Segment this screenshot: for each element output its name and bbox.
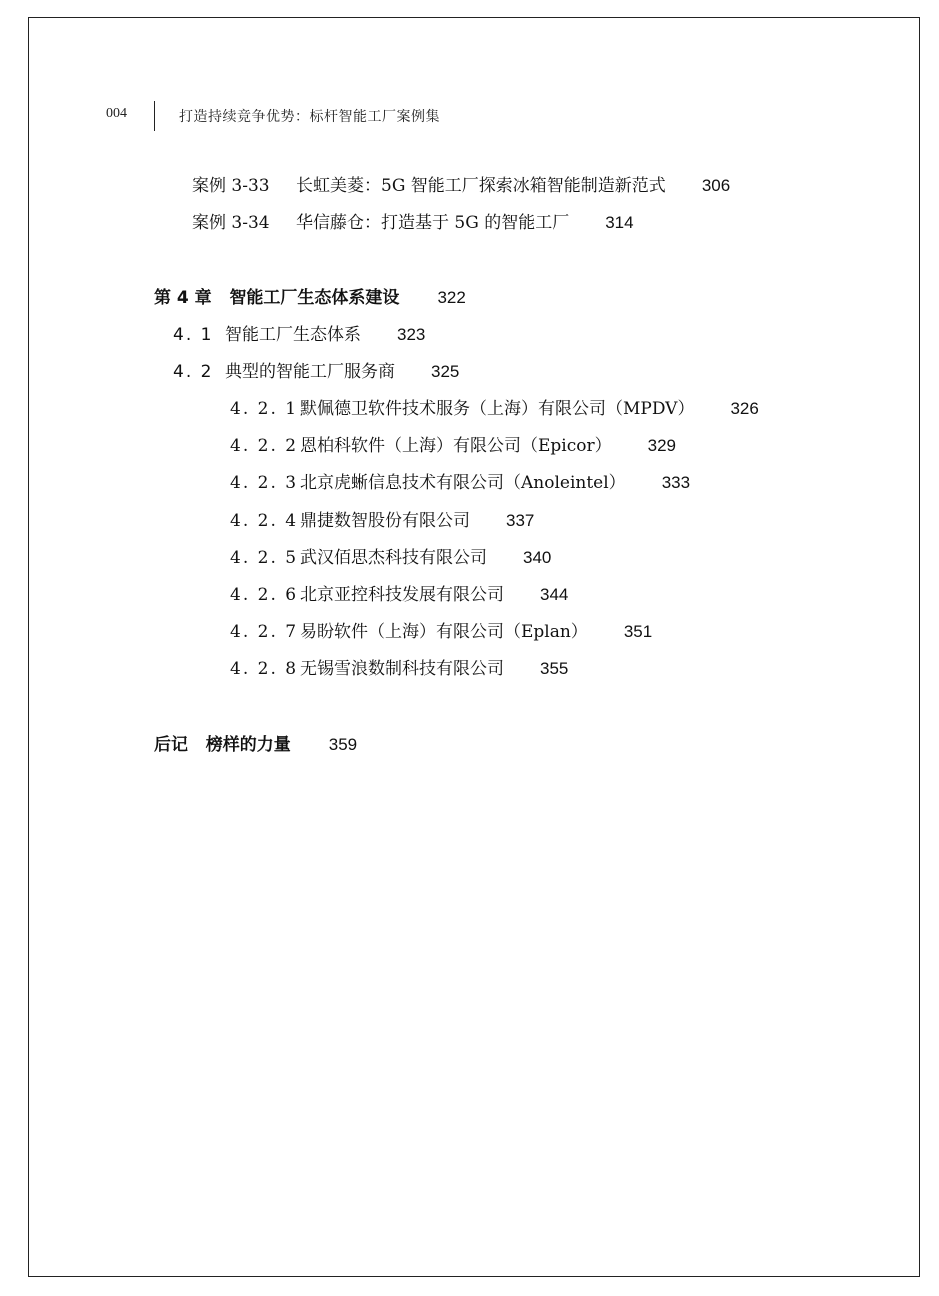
toc-entry-page: 323 [397,325,426,344]
toc-section-4-1[interactable] [173,324,425,346]
afterword-label: 后记 [154,735,188,755]
toc-entry-number: 4. 2. 3 [230,473,299,493]
toc-entry-number: 4. 2 [173,362,214,382]
toc-subsection-4-2-6[interactable] [230,584,568,606]
toc-entry-number: 4. 2. 5 [230,548,299,568]
toc-afterword[interactable] [154,734,357,756]
toc-entry-title: 易盼软件（上海）有限公司（Eplan） [300,622,588,642]
toc-subsection-4-2-7[interactable] [230,621,652,643]
toc-entry-page: 355 [540,659,569,678]
toc-entry-number: 4. 2. 2 [230,436,299,456]
toc-entry-number: 4. 2. 6 [230,585,299,605]
toc-entry-page: 340 [523,548,552,567]
afterword-title: 榜样的力量 [205,735,291,755]
toc-subsection-4-2-3[interactable] [230,472,690,494]
toc-entry-page: 314 [605,213,634,232]
toc-entry-page: 329 [647,436,676,455]
toc-entry-page: 326 [730,399,759,418]
page-header [0,0,939,140]
toc-entry-page: 333 [661,473,691,492]
toc-entry-page: 351 [623,622,653,641]
toc-entry-page: 325 [431,362,460,381]
toc-section-4-2[interactable] [173,361,459,383]
toc-subsection-4-2-1[interactable] [230,398,759,420]
book-title: 打造持续竞争优势：标杆智能工厂案例集 [179,109,440,125]
chapter-page: 322 [437,288,466,307]
toc-case-3-33[interactable] [192,175,730,197]
toc-entry-number: 4. 2. 4 [230,511,299,531]
toc-entry-page: 344 [540,585,569,604]
chapter-title: 智能工厂生态体系建设 [229,288,400,308]
toc-entry-title: 智能工厂生态体系 [225,325,361,345]
toc-entry-title: 北京亚控科技发展有限公司 [300,585,504,605]
afterword-page: 359 [328,735,358,754]
toc-entry-title: 恩柏科软件（上海）有限公司（Epicor） [300,436,612,456]
toc-entry-number: 4. 2. 1 [230,399,299,419]
toc-entry-title: 武汉佰思杰科技有限公司 [300,548,487,568]
toc-subsection-4-2-2[interactable] [230,435,676,457]
toc-entry-number: 案例 3-33 [192,176,270,196]
toc-entry-number: 4. 2. 8 [230,659,299,679]
toc-entry-page: 337 [506,511,535,530]
toc-entry-title: 默佩德卫软件技术服务（上海）有限公司（MPDV） [300,399,695,419]
toc-chapter-4[interactable] [154,287,466,309]
toc-entry-title: 无锡雪浪数制科技有限公司 [300,659,504,679]
toc-subsection-4-2-8[interactable] [230,658,568,680]
toc-entry-title: 华信藤仓：打造基于 5G 的智能工厂 [296,213,570,233]
page-number: 004 [106,106,127,121]
toc-entry-number: 4. 1 [173,325,214,345]
toc-entry-title: 长虹美菱：5G 智能工厂探索冰箱智能制造新范式 [296,176,666,196]
toc-entry-number: 案例 3-34 [192,213,270,233]
toc-entry-title: 鼎捷数智股份有限公司 [300,511,470,531]
toc-subsection-4-2-4[interactable] [230,510,534,532]
chapter-label: 第 4 章 [154,288,212,308]
toc-entry-number: 4. 2. 7 [230,622,299,642]
toc-entry-page: 306 [701,176,731,195]
toc-subsection-4-2-5[interactable] [230,547,551,569]
page-frame [28,17,920,1277]
toc-entry-title: 典型的智能工厂服务商 [225,362,395,382]
toc-entry-title: 北京虎蜥信息技术有限公司（Anoleintel） [300,473,626,493]
header-divider [154,101,155,131]
toc-case-3-34[interactable] [192,212,634,234]
